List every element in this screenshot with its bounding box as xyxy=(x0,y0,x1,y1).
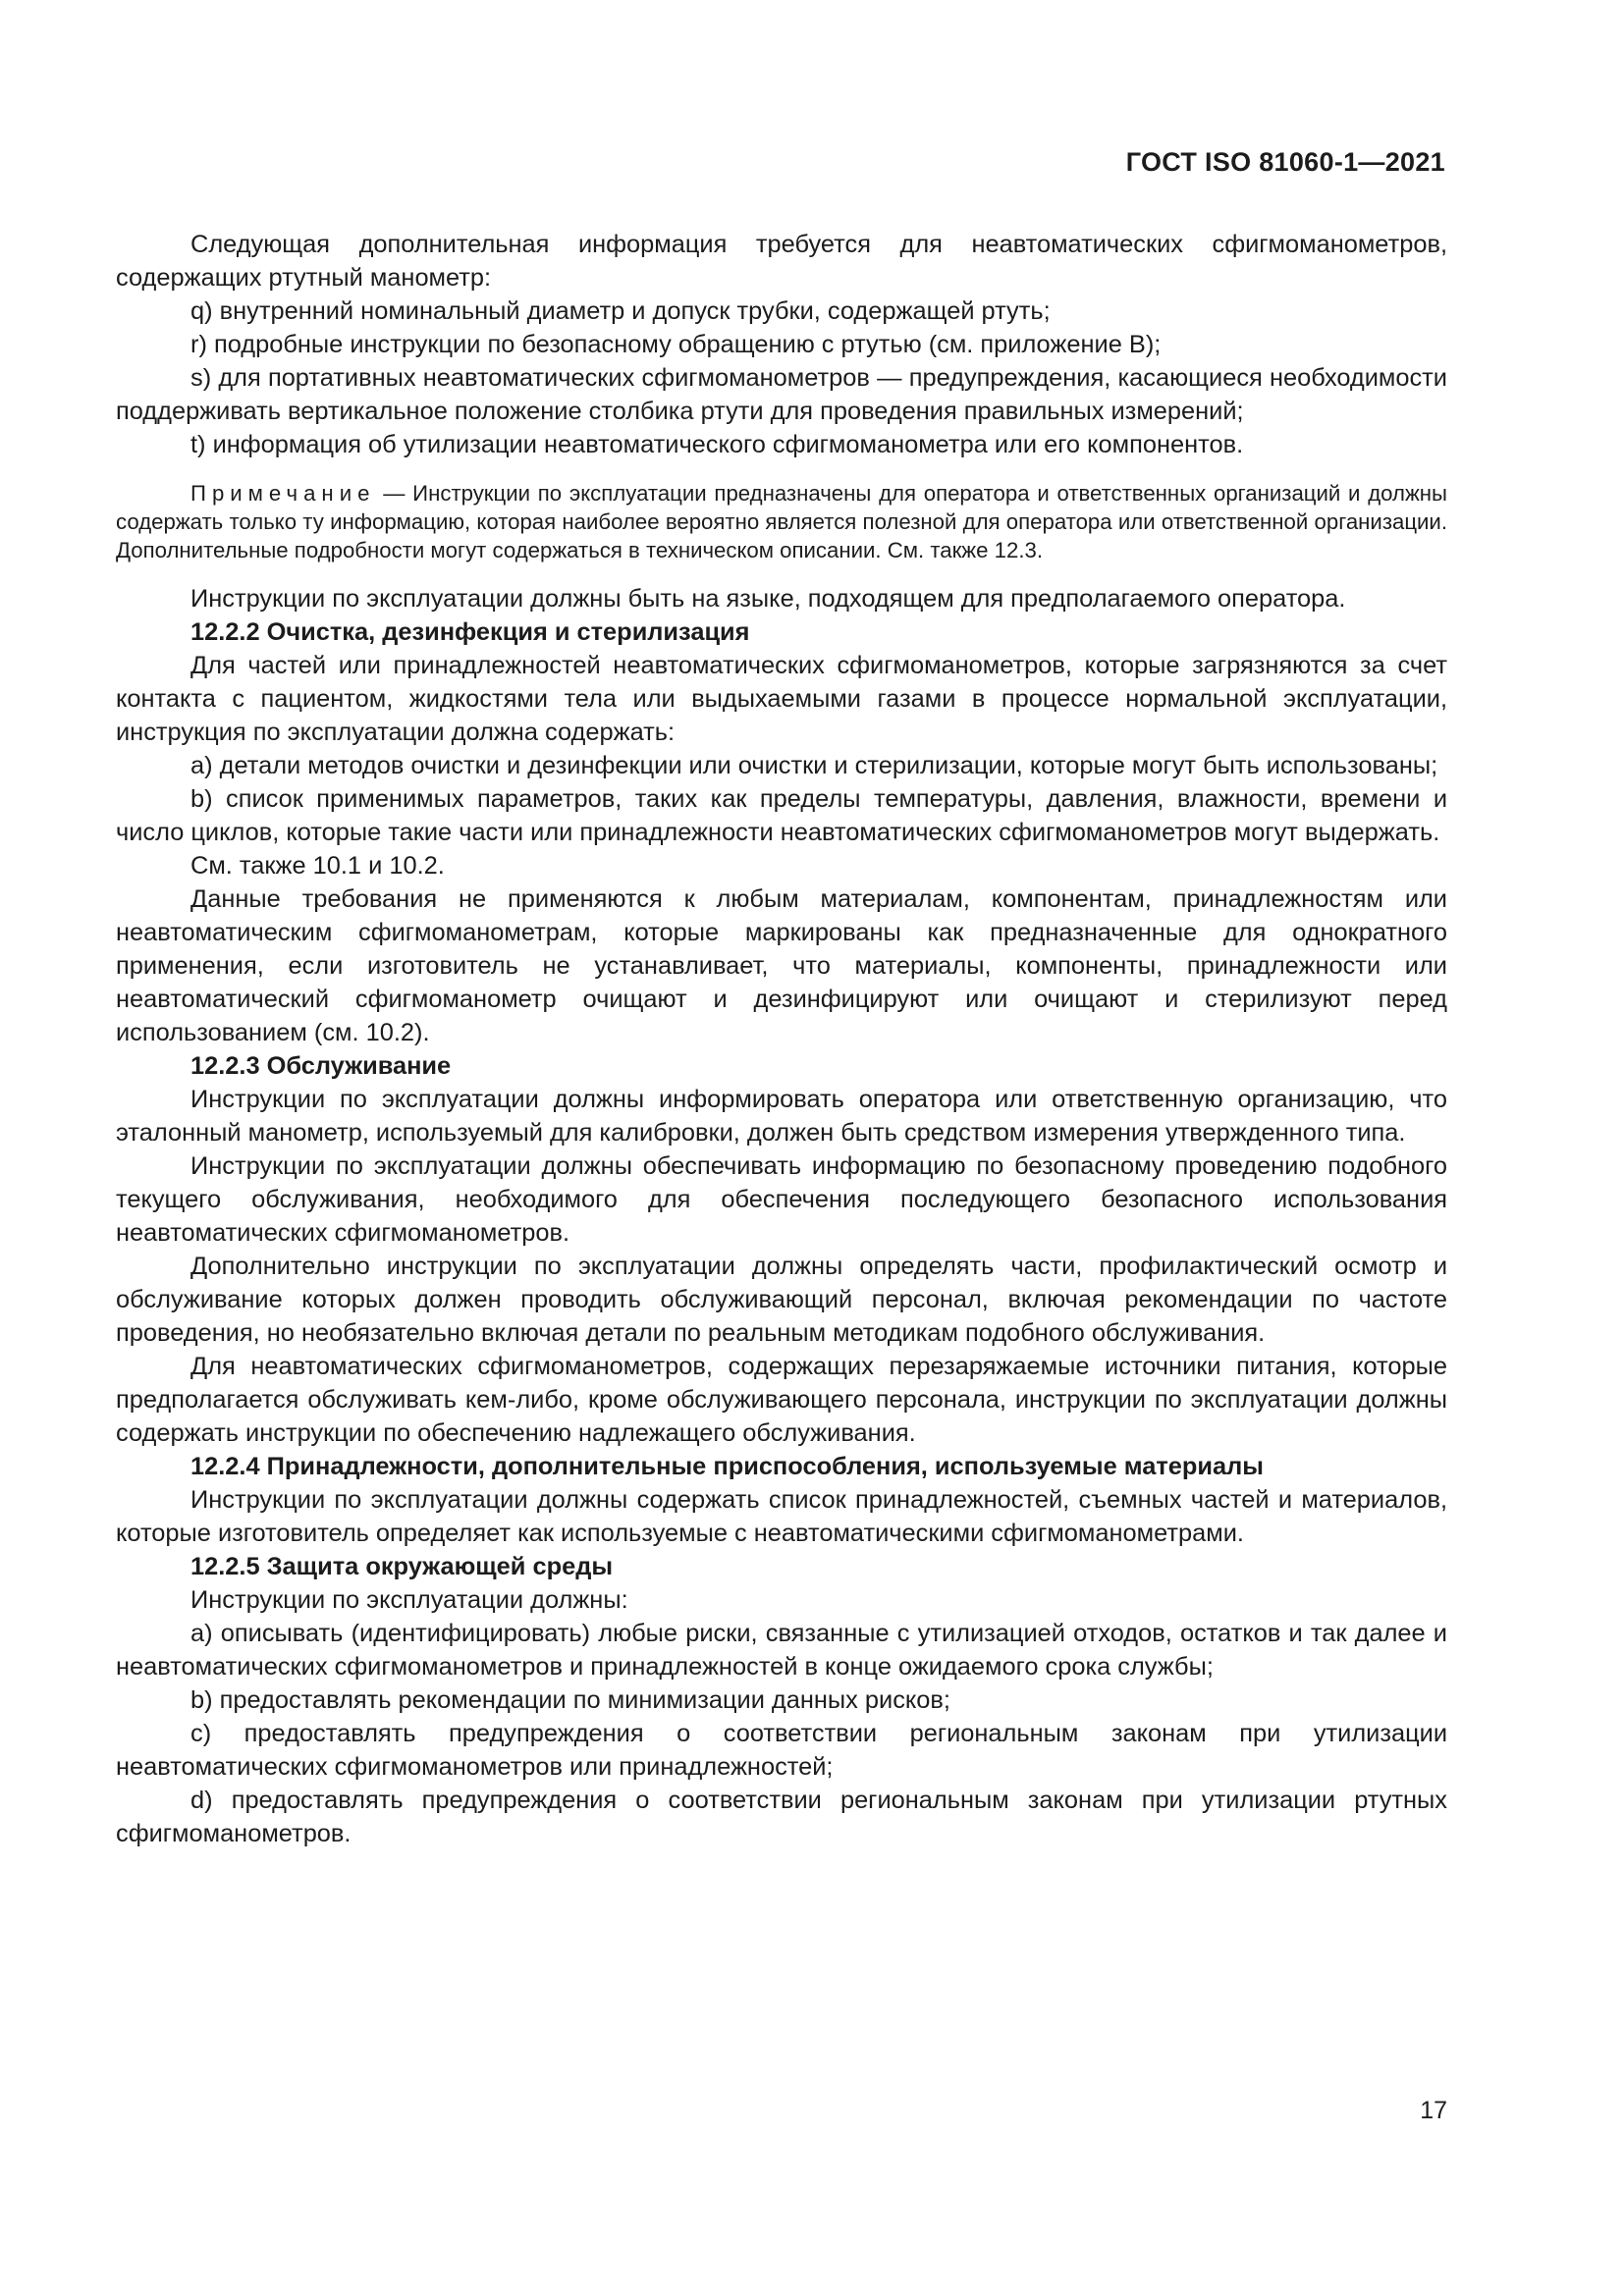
paragraph: Следующая дополнительная информация требуется для неавтоматических сфигмоманометров, содержащих ртутный манометр: xyxy=(116,231,1447,292)
paragraph: Инструкции по эксплуатации должны: xyxy=(190,1586,628,1614)
list-item: b) список применимых параметров, таких как пределы температуры, давления, влажности, времени и число циклов, которые такие части или принадлежности неавтоматических сфигмоманометров могут выдержать. xyxy=(116,785,1447,846)
section-heading: 12.2.4 Принадлежности, дополнительные приспособления, используемые материалы xyxy=(190,1453,1264,1480)
document-body xyxy=(116,228,1447,1850)
section-heading: 12.2.3 Обслуживание xyxy=(190,1052,452,1080)
paragraph: Данные требования не применяются к любым материалам, компонентам, принадлежностям или неавтоматическим сфигмоманометрам, которые маркированы как предназначенные для однократного применения, если изготовитель не устанавливает, что материалы, компоненты, принадлежности или неавтоматический сфигмоманометр очищают и дезинфицируют или очищают и стерилизуют перед использованием (см. 10.2). xyxy=(116,885,1447,1046)
note-text: — Инструкции по эксплуатации предназначены для оператора и ответственных организаций и должны содержать только ту информацию, которая наиболее вероятно является полезной для оператора или ответственной организации. Дополнительные подробности могут содержаться в техническом описании. См. также 12.3. xyxy=(116,481,1447,562)
list-item: d) предоставлять предупреждения о соответствии региональным законам при утилизации ртутных сфигмоманометров. xyxy=(116,1787,1447,1847)
list-item: a) описывать (идентифицировать) любые риски, связанные с утилизацией отходов, остатков и так далее и неавтоматических сфигмоманометров и принадлежностей в конце ожидаемого срока службы; xyxy=(116,1620,1447,1681)
section-heading: 12.2.2 Очистка, дезинфекция и стерилизация xyxy=(190,618,750,646)
list-item: q) внутренний номинальный диаметр и допуск трубки, содержащей ртуть; xyxy=(190,297,1051,325)
list-item: r) подробные инструкции по безопасному обращению с ртутью (см. приложение В); xyxy=(190,331,1162,358)
list-item: s) для портативных неавтоматических сфигмоманометров — предупреждения, касающиеся необходимости поддерживать вертикальное положение столбика ртути для проведения правильных измерений; xyxy=(116,364,1447,425)
note-label: Примечание xyxy=(190,481,376,506)
paragraph: Для неавтоматических сфигмоманометров, содержащих перезаряжаемые источники питания, которые предполагается обслуживать кем-либо, кроме обслуживающего персонала, инструкции по эксплуатации должны содержать инструкции по обеспечению надлежащего обслуживания. xyxy=(116,1353,1447,1447)
paragraph: Дополнительно инструкции по эксплуатации должны определять части, профилактический осмотр и обслуживание которых должен проводить обслуживающий персонал, включая рекомендации по частоте проведения, но необязательно включая детали по реальным методикам подобного обслуживания. xyxy=(116,1253,1447,1347)
note xyxy=(116,479,1447,564)
page-number: 17 xyxy=(1420,2097,1447,2124)
list-item: a) детали методов очистки и дезинфекции или очистки и стерилизации, которые могут быть использованы; xyxy=(190,752,1438,779)
paragraph: Инструкции по эксплуатации должны содержать список принадлежностей, съемных частей и материалов, которые изготовитель определяет как используемые с неавтоматическими сфигмоманометрами. xyxy=(116,1486,1447,1547)
paragraph: См. также 10.1 и 10.2. xyxy=(190,852,445,880)
paragraph: Для частей или принадлежностей неавтоматических сфигмоманометров, которые загрязняются за счет контакта с пациентом, жидкостями тела или выдыхаемыми газами в процессе нормальной эксплуатации, инструкция по эксплуатации должна содержать: xyxy=(116,652,1447,746)
paragraph: Инструкции по эксплуатации должны информировать оператора или ответственную организацию, что эталонный манометр, используемый для калибровки, должен быть средством измерения утвержденного типа. xyxy=(116,1086,1447,1147)
list-item: b) предоставлять рекомендации по минимизации данных рисков; xyxy=(190,1686,950,1714)
paragraph: Инструкции по эксплуатации должны быть на языке, подходящем для предполагаемого оператора. xyxy=(190,585,1346,613)
list-item: t) информация об утилизации неавтоматического сфигмоманометра или его компонентов. xyxy=(190,431,1244,458)
list-item: c) предоставлять предупреждения о соответствии региональным законам при утилизации неавтоматических сфигмоманометров или принадлежностей; xyxy=(116,1720,1447,1781)
section-heading: 12.2.5 Защита окружающей среды xyxy=(190,1553,614,1580)
paragraph: Инструкции по эксплуатации должны обеспечивать информацию по безопасному проведению подобного текущего обслуживания, необходимого для обеспечения последующего безопасного использования неавтоматических сфигмоманометров. xyxy=(116,1152,1447,1247)
page-header-standard: ГОСТ ISO 81060-1—2021 xyxy=(1125,147,1445,177)
